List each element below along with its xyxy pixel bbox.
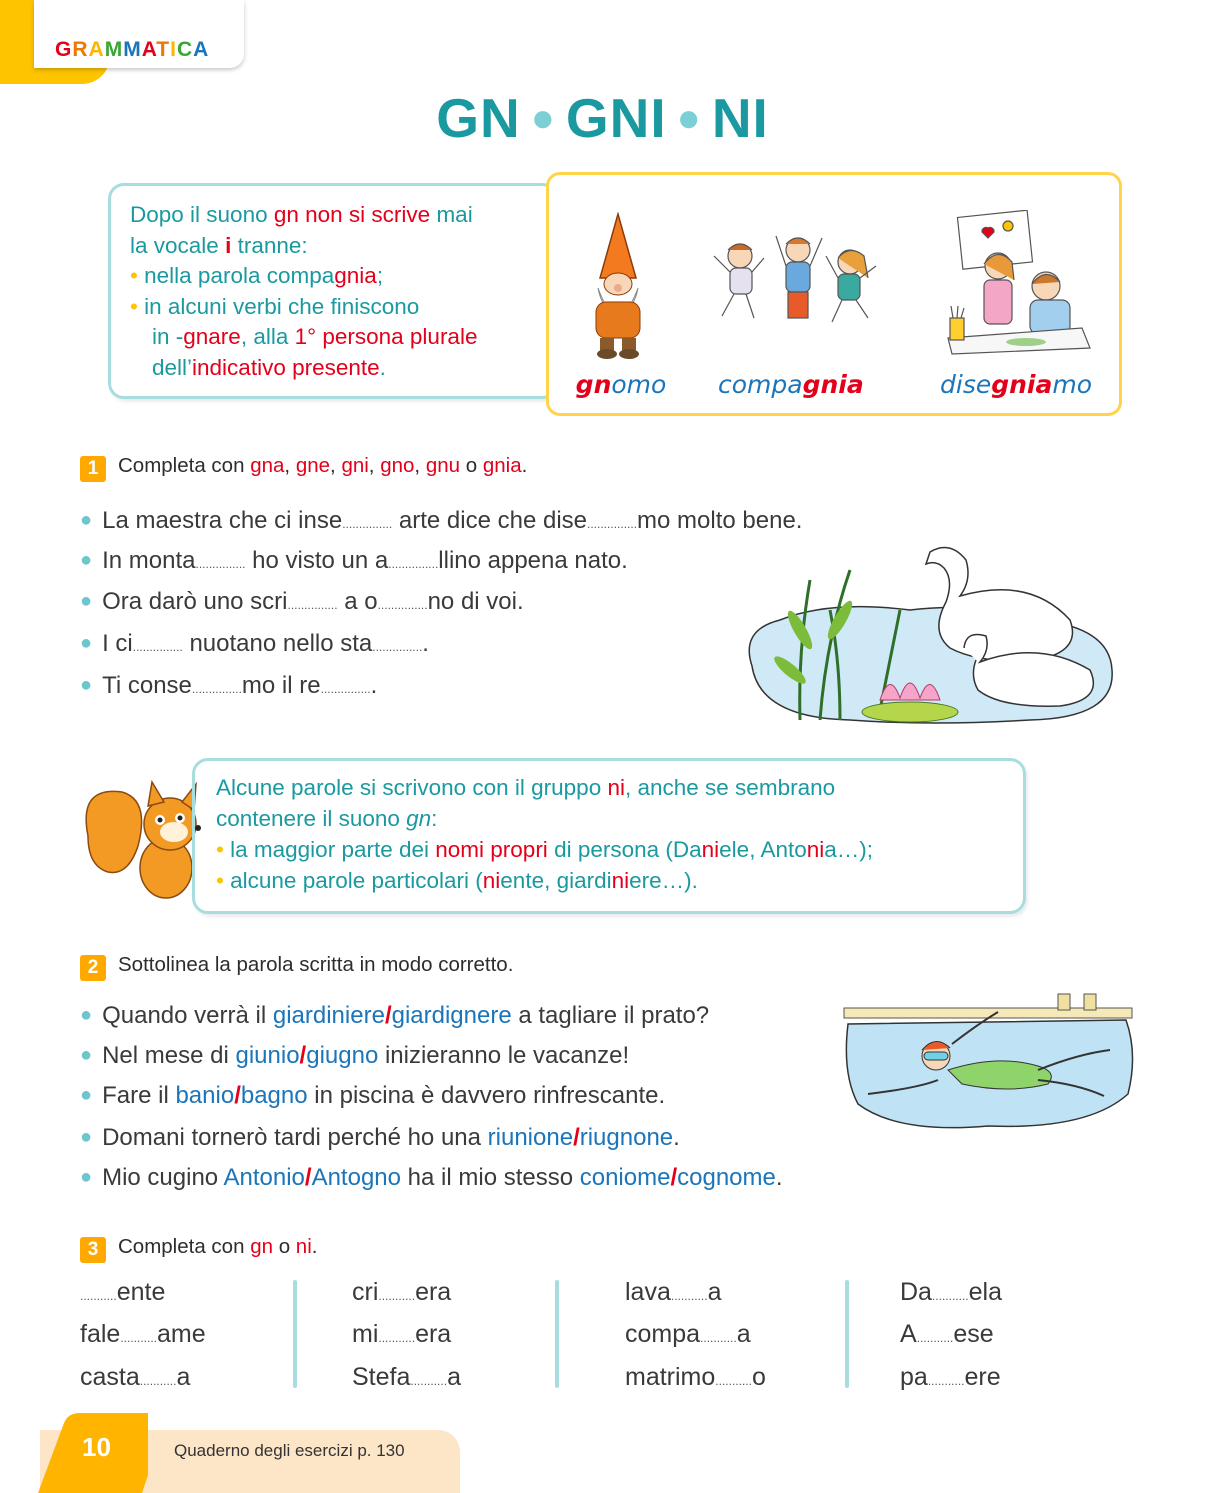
fill-word: cri...........era	[352, 1278, 452, 1306]
exercise-2-line: ● Domani tornerò tardi perché ho una riunione/riugnone.	[80, 1124, 680, 1151]
section-label: GRAMMATICA	[55, 38, 210, 61]
column-divider	[845, 1280, 849, 1388]
drawing-kids-illustration	[942, 210, 1092, 355]
rule-text: Dopo il suono gn non si scrive mai la vocale i tranne: • nella parola compagnia; • in alcuni verbi che finiscono in -gnare, alla 1° persona plurale dell’indicativo presente.	[130, 202, 478, 380]
exercise-1-line: ● La maestra che ci inse............... arte dice che dise...............mo molto bene.	[80, 507, 803, 534]
exercise-1-line: ● In monta............... ho visto un a...............llino appena nato.	[80, 547, 628, 574]
exercise-2-heading: 2 Sottolinea la parola scritta in modo corretto.	[80, 953, 513, 981]
swimmer-illustration	[838, 984, 1138, 1134]
fill-word: casta...........a	[80, 1363, 191, 1391]
page-title: GN ● GNI ● NI	[436, 87, 769, 149]
exercise-2-line: ● Mio cugino Antonio/Antogno ha il mio stesso coniome/cognome.	[80, 1164, 783, 1191]
fill-word: lava...........a	[625, 1278, 722, 1306]
fill-word: matrimo...........o	[625, 1363, 766, 1391]
workbook-reference: Quaderno degli esercizi p. 130	[174, 1441, 405, 1460]
exercise-1-heading: 1 Completa con gna, gne, gni, gno, gnu o gnia.	[80, 454, 527, 482]
fill-word: compa...........a	[625, 1320, 751, 1348]
column-divider	[555, 1280, 559, 1388]
fill-word: pa...........ere	[900, 1363, 1001, 1391]
gnome-illustration	[578, 212, 658, 362]
page-number: 10	[82, 1432, 111, 1462]
rule-text-2: Alcune parole si scrivono con il gruppo ni, anche se sembrano contenere il suono gn: • la maggior parte dei nomi propri di persona (Daniele, Antonia…); • alcune parole particolari (niente, giardiniere…).	[216, 775, 874, 893]
friends-illustration	[700, 226, 890, 336]
exercise-1-line: ● Ora darò uno scri............... a o...............no di voi.	[80, 588, 524, 615]
exercise-2-line: ● Quando verrà il giardiniere/giardignere a tagliare il prato?	[80, 1002, 710, 1029]
fill-word: mi...........era	[352, 1320, 452, 1348]
fill-word: ...........ente	[80, 1278, 166, 1306]
fill-word: fale...........ame	[80, 1320, 206, 1348]
exercise-1-line: ● Ti conse...............mo il re................	[80, 672, 378, 699]
section-tab	[34, 0, 244, 68]
column-divider	[293, 1280, 297, 1388]
caption-gnomo: gnomo	[575, 370, 667, 399]
exercise-2-line: ● Fare il banio/bagno in piscina è davvero rinfrescante.	[80, 1082, 666, 1109]
fill-word: Da...........ela	[900, 1278, 1003, 1306]
exercise-3-heading: 3 Completa con gn o ni.	[80, 1235, 317, 1263]
exercise-2-line: ● Nel mese di giunio/giugno inizieranno le vacanze!	[80, 1042, 630, 1069]
swans-pond-illustration	[740, 540, 1120, 726]
fill-word: Stefa...........a	[352, 1363, 461, 1391]
fill-word: A...........ese	[900, 1320, 994, 1348]
caption-disegniamo: disegniamo	[940, 370, 1093, 399]
exercise-1-line: ● I ci............... nuotano nello sta................	[80, 630, 429, 657]
caption-compagnia: compagnia	[718, 370, 864, 399]
